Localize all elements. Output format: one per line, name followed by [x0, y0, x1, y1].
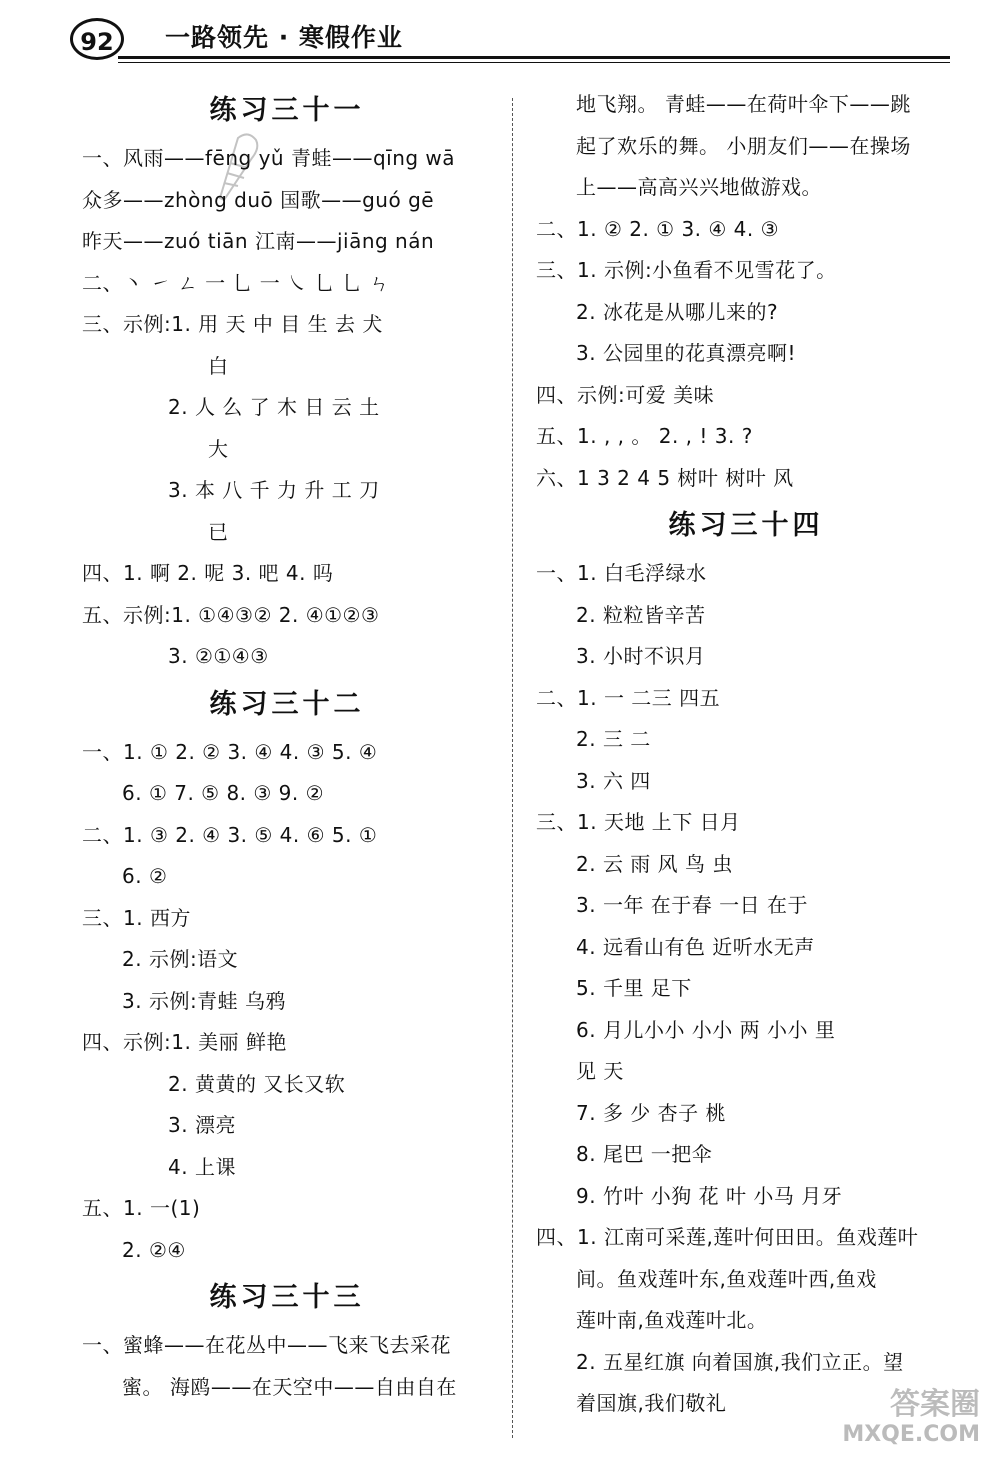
answer-line: 7. 多 少 杏子 桃	[576, 1100, 727, 1125]
watermark-text: 答案圈	[890, 1387, 980, 1422]
answer-line: 2. 黄黄的 又长又软	[168, 1071, 346, 1096]
answer-line: 4. 上课	[168, 1154, 236, 1179]
section-heading: 练习三十一	[209, 95, 365, 126]
answer-line: 3. 六 四	[576, 768, 651, 793]
answer-line: 8. 尾巴 一把伞	[576, 1142, 713, 1166]
answer-line: 六、1 3 2 4 5 树叶 树叶 风	[536, 465, 794, 490]
answer-line: 3. 漂亮	[168, 1113, 236, 1137]
answer-line: 间。鱼戏莲叶东,鱼戏莲叶西,鱼戏	[576, 1266, 877, 1291]
section-heading: 练习三十四	[668, 510, 824, 541]
answer-line: 三、1. 天地 上下 日月	[536, 810, 741, 834]
answer-line: 4. 远看山有色 近听水无声	[576, 934, 815, 959]
answer-line: 四、1. 江南可采莲,莲叶何田田。鱼戏莲叶	[536, 1225, 919, 1249]
watermark-url: MXQE.COM	[842, 1422, 980, 1447]
page-header	[70, 16, 950, 66]
answer-line: 3. 小时不识月	[576, 644, 706, 668]
answer-line: 6. 月儿小小 小小 两 小小 里	[576, 1017, 836, 1042]
answer-line: 起了欢乐的舞。 小朋友们——在操场	[576, 133, 911, 158]
answer-line: 五、1. 一(1)	[82, 1196, 201, 1220]
answer-line: 见 天	[576, 1059, 624, 1083]
book-title: 一路领先 · 寒假作业	[165, 23, 403, 52]
column-divider	[512, 98, 513, 1438]
answer-line: 6. ① 7. ⑤ 8. ③ 9. ②	[122, 781, 325, 805]
answer-line: 五、1. , , 。 2. , ! 3. ?	[536, 424, 753, 448]
answer-line: 四、示例:可爱 美味	[536, 382, 715, 407]
answer-line: 一、1. 白毛浮绿水	[536, 561, 707, 585]
answer-line: 上——高高兴兴地做游戏。	[576, 175, 822, 199]
answer-line: 3. 一年 在于春 一日 在于	[576, 893, 809, 917]
answer-line: 大	[208, 436, 229, 461]
right-column	[536, 84, 956, 1425]
answer-line: 5. 千里 足下	[576, 976, 692, 1000]
answer-line: 着国旗,我们敬礼	[576, 1391, 727, 1415]
answer-line: 地飞翔。 青蛙——在荷叶伞下——跳	[576, 92, 911, 116]
answer-line: 二、丶 ㇀ ㄥ 一 乚 一 ㇏ 乚 乚 ㄣ	[82, 270, 390, 295]
answer-line: 四、示例:1. 美丽 鲜艳	[82, 1030, 288, 1054]
answer-line: 白	[208, 353, 229, 378]
watermark	[790, 1387, 980, 1460]
answer-line: 2. 三 二	[576, 727, 651, 751]
section-heading: 练习三十二	[209, 688, 365, 720]
answer-line: 众多——zhòng duō 国歌——guó gē	[82, 187, 435, 212]
left-column	[82, 84, 492, 1408]
answer-line: 三、1. 示例:小鱼看不见雪花了。	[536, 258, 837, 282]
answer-line: 2. 粒粒皆辛苦	[576, 602, 706, 627]
answer-line: 莲叶南,鱼戏莲叶北。	[576, 1308, 768, 1332]
page-number: 92	[70, 18, 124, 60]
answer-line: 2. 云 雨 风 鸟 虫	[576, 851, 733, 876]
answer-line: 3. 本 八 千 力 升 工 刀	[168, 478, 380, 502]
answer-line: 2. 冰花是从哪儿来的?	[576, 299, 779, 324]
answer-line: 三、1. 西方	[82, 905, 191, 930]
answer-line: 一、风雨——fēng yǔ 青蛙——qīng wā	[82, 146, 456, 170]
answer-line: 3. 示例:青蛙 乌鸦	[122, 988, 287, 1013]
answer-line: 2. 示例:语文	[122, 947, 239, 971]
answer-line: 二、1. ② 2. ① 3. ④ 4. ③	[536, 216, 780, 241]
answer-line: 一、1. ① 2. ② 3. ④ 4. ③ 5. ④	[82, 739, 378, 764]
answer-line: 9. 竹叶 小狗 花 叶 小马 月牙	[576, 1183, 843, 1208]
section-heading: 练习三十三	[209, 1282, 365, 1313]
answer-line: 已	[208, 519, 229, 544]
answer-line: 四、1. 啊 2. 呢 3. 吧 4. 吗	[82, 561, 334, 585]
answer-line: 2. 五星红旗 向着国旗,我们立正。望	[576, 1349, 904, 1374]
answer-line: 6. ②	[122, 864, 168, 888]
answer-line: 昨天——zuó tiān 江南——jiāng nán	[82, 229, 435, 253]
answer-line: 三、示例:1. 用 天 中 目 生 去 犬	[82, 312, 383, 336]
answer-line: 二、1. 一 二三 四五	[536, 685, 721, 710]
answer-line: 2. 人 么 了 木 日 云 土	[168, 395, 380, 419]
answer-line: 3. ②①④③	[168, 644, 269, 668]
answer-line: 一、蜜蜂——在花丛中——飞来飞去采花	[82, 1333, 451, 1357]
answer-line: 2. ②④	[122, 1237, 186, 1262]
header-rule	[118, 56, 950, 59]
answer-line: 蜜。 海鸥——在天空中——自由自在	[122, 1374, 457, 1399]
header-rule-thin	[118, 62, 950, 63]
answer-line: 二、1. ③ 2. ④ 3. ⑤ 4. ⑥ 5. ①	[82, 822, 378, 847]
answer-line: 五、示例:1. ①④③② 2. ④①②③	[82, 602, 380, 627]
answer-line: 3. 公园里的花真漂亮啊!	[576, 341, 796, 365]
